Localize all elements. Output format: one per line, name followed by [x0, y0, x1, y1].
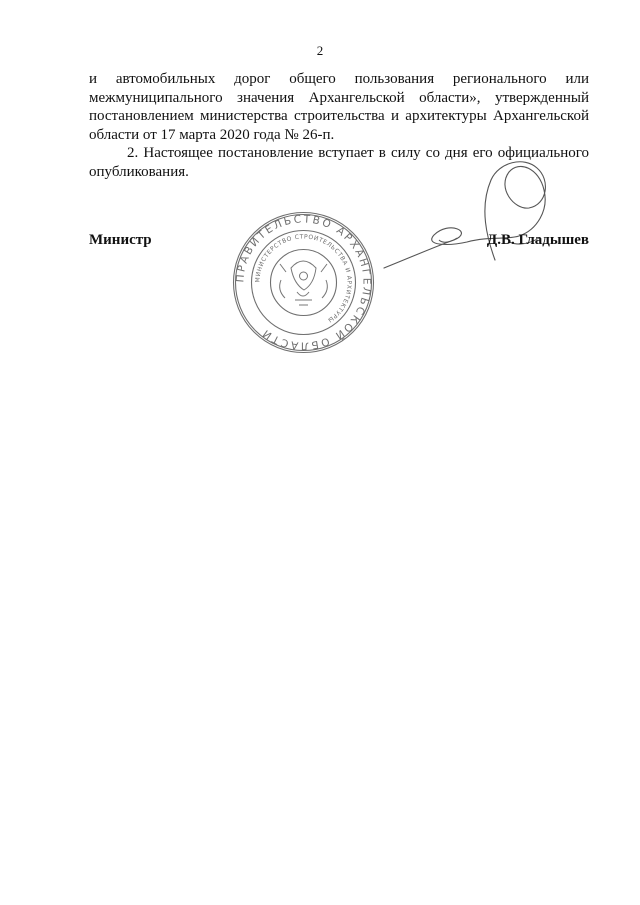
signature-block [89, 213, 589, 352]
official-seal [231, 210, 376, 355]
handwritten-signature [379, 150, 559, 280]
signer-role: Министр [89, 232, 152, 248]
text-line: 2. Настоящее постановление вступает в силу со дня его официального [127, 145, 589, 161]
text-line: межмуниципального значения Архангельской области», утвержденный [89, 89, 589, 106]
svg-text:МИНИСТЕРСТВО СТРОИТЕЛЬСТВА И А: МИНИСТЕРСТВО СТРОИТЕЛЬСТВА И АРХИТЕКТУРЫ [254, 233, 353, 324]
page-number: 2 [316, 43, 324, 58]
text-line: постановлением министерства строительства и архитектуры Архангельской [89, 108, 589, 124]
text-line: области от 17 марта 2020 года № 26-п. [89, 126, 335, 143]
svg-text:ПРАВИТЕЛЬСТВО АРХАНГЕЛЬСКОЙ ОБ: ПРАВИТЕЛЬСТВО АРХАНГЕЛЬСКОЙ ОБЛАСТИ [234, 213, 373, 352]
paragraph-1 [89, 70, 589, 144]
text-line: опубликования. [89, 163, 189, 180]
coat-of-arms-icon [280, 261, 328, 305]
text-line: и автомобильных дорог общего пользования регионального или [89, 71, 589, 87]
signer-name: Д.В. Гладышев [486, 232, 589, 248]
